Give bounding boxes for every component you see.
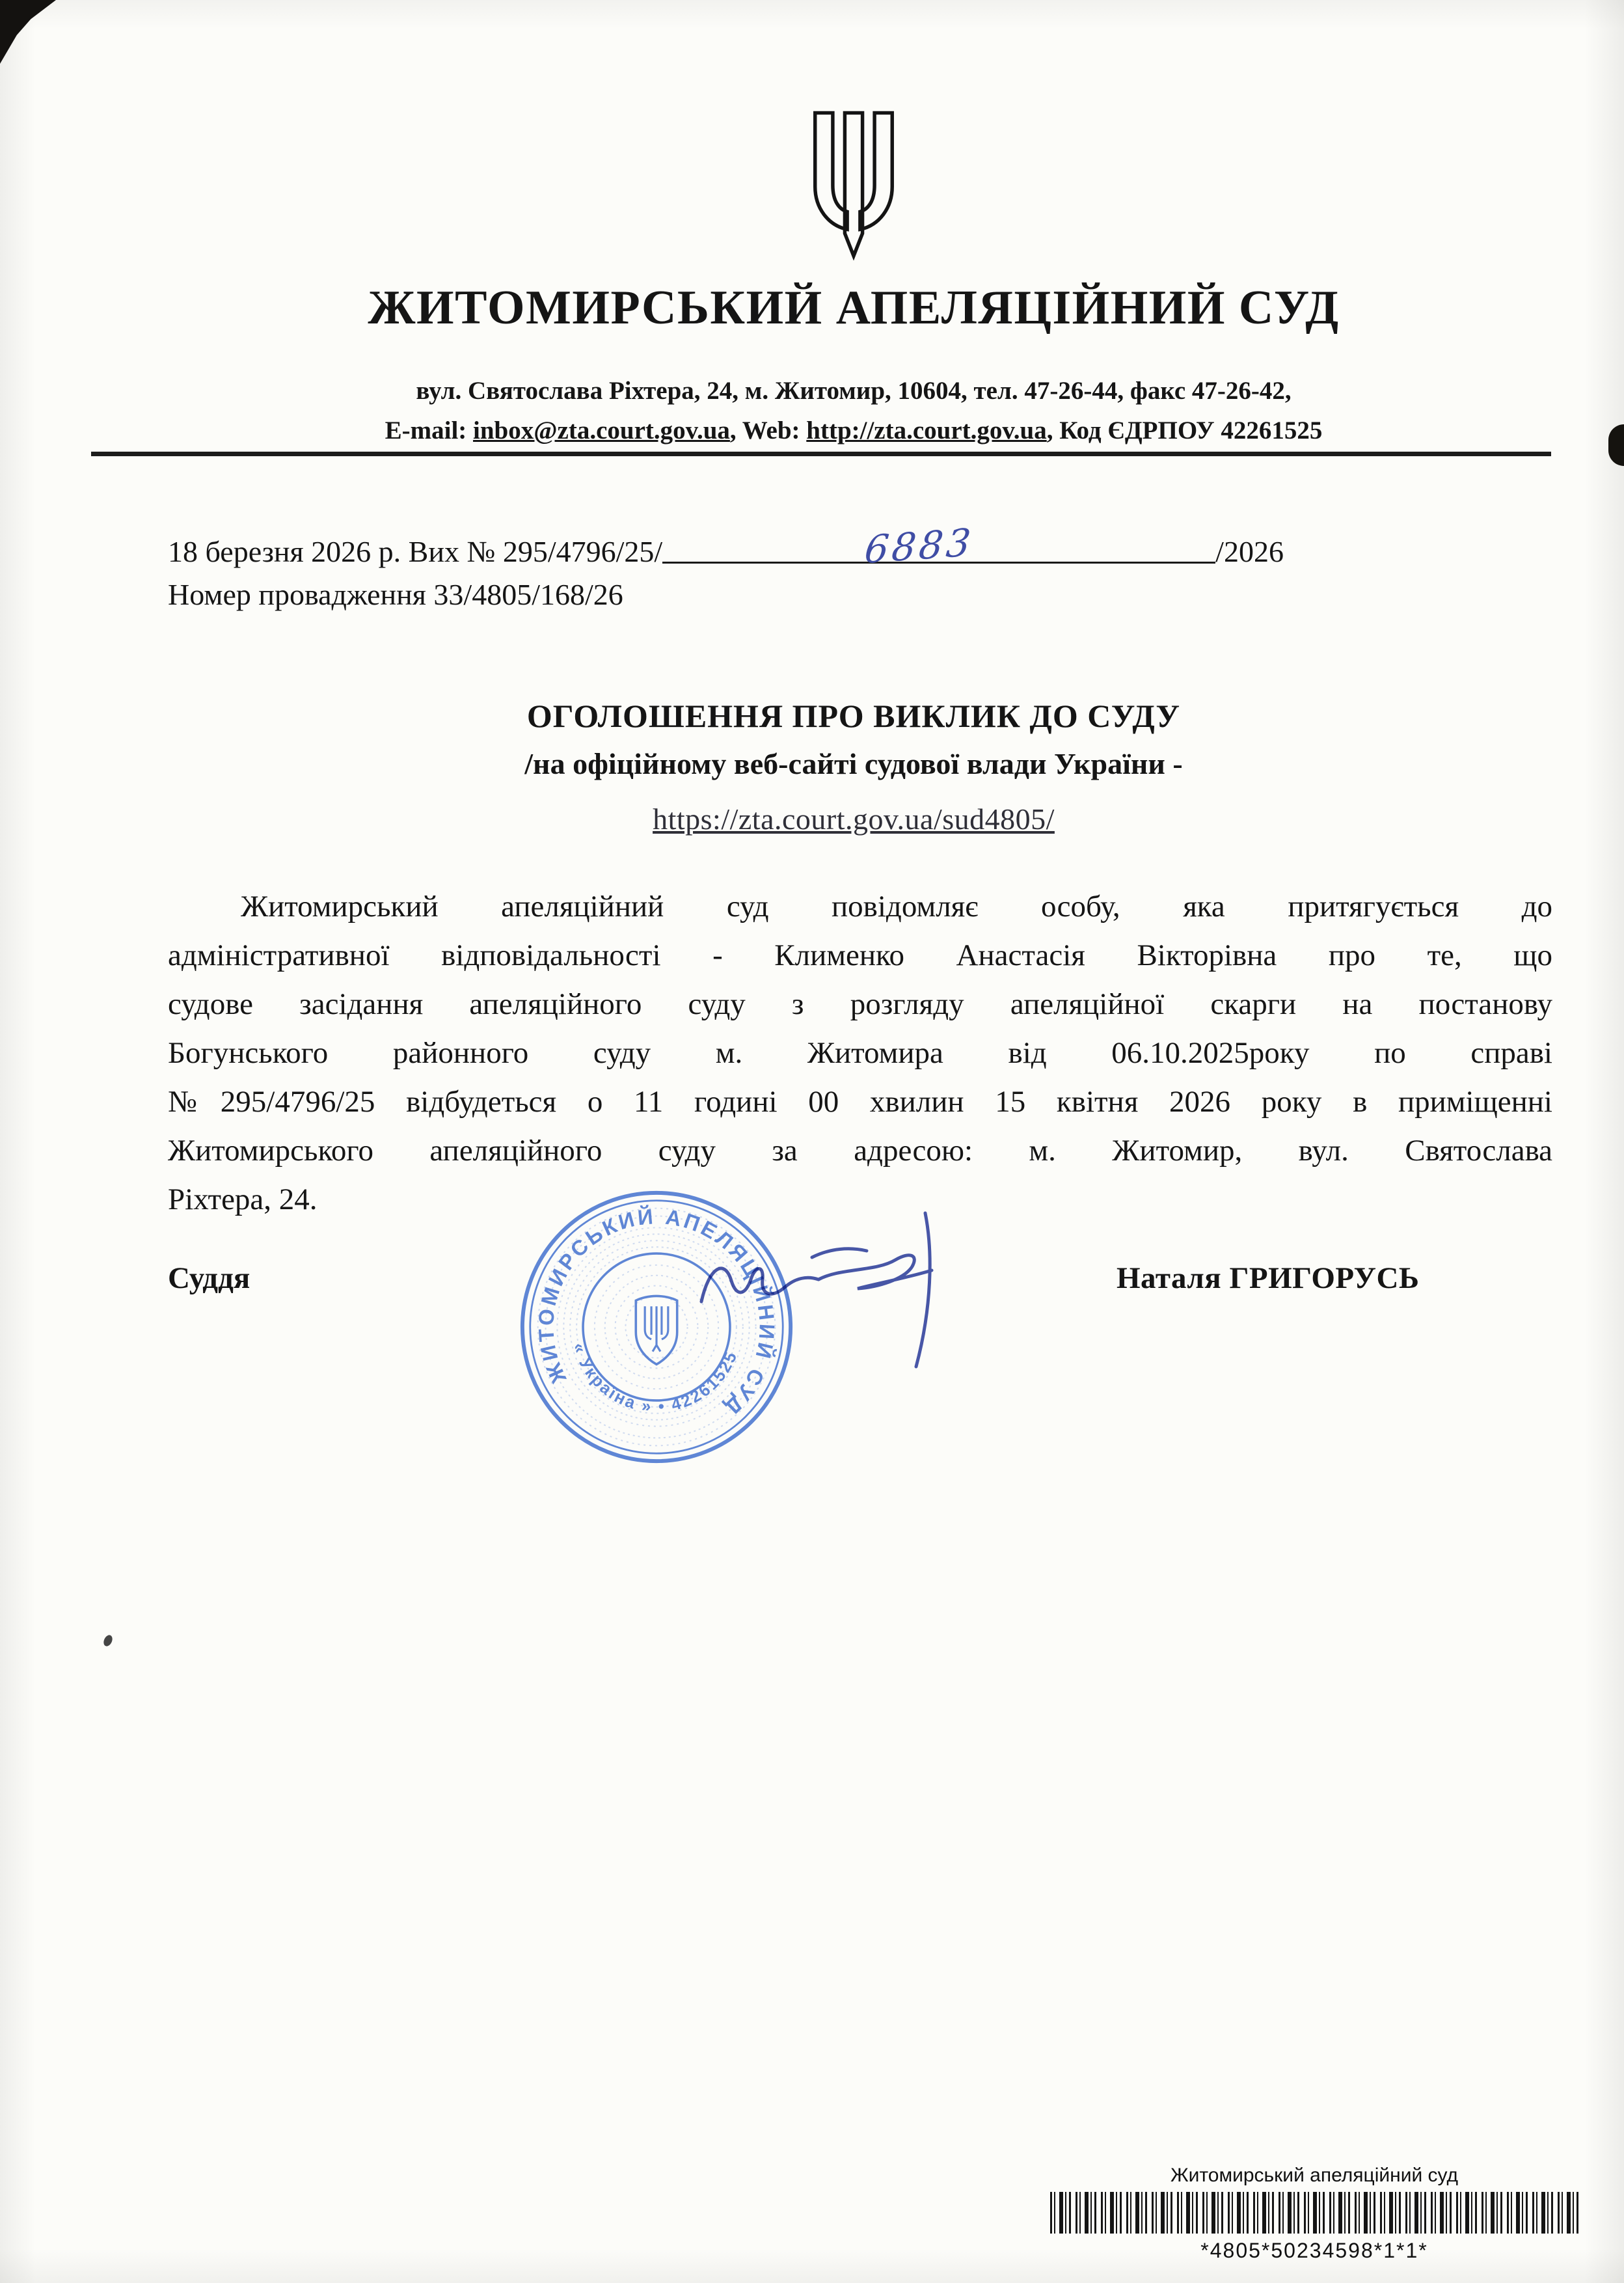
- body-line: судове засідання апеляційного суду з розгляду апеляційної скарги на постанову: [168, 987, 1552, 1021]
- judge-label: Суддя: [168, 1261, 250, 1295]
- outgoing-number-line: [168, 519, 1284, 573]
- body-paragraph: [168, 882, 1552, 1224]
- announcement-url-line: [83, 802, 1624, 836]
- barcode-block: [1049, 2165, 1580, 2263]
- reference-block: [168, 519, 1284, 616]
- judge-name: Наталя ГРИГОРУСЬ: [1116, 1261, 1420, 1295]
- email-link: inbox@zta.court.gov.ua: [473, 417, 730, 444]
- barcode: [1050, 2192, 1578, 2234]
- judge-signature-scribble: [677, 1197, 1028, 1393]
- proceeding-number-line: Номер провадження 33/4805/168/26: [168, 578, 623, 611]
- scan-artifact-corner: [0, 0, 56, 64]
- seal-bottom-text: « Україна » • 42261525: [569, 1341, 742, 1416]
- web-link: http://zta.court.gov.ua: [806, 417, 1047, 444]
- contacts-line: [83, 411, 1624, 450]
- court-website-link: https://zta.court.gov.ua/sud4805/: [653, 802, 1055, 836]
- edrpou-code: Код ЄДРПОУ 42261525: [1059, 417, 1323, 444]
- web-label: Web:: [742, 417, 800, 444]
- coat-of-arms: [83, 108, 1624, 272]
- body-line: адміністративної відповідальності - Клименко Анастасія Вікторівна про те, що: [168, 938, 1552, 972]
- header-divider-rule: [91, 452, 1551, 456]
- outgoing-number-blank: [662, 519, 1215, 573]
- body-line: Богунського районного суду м. Житомира від 06.10.2025року по справі: [168, 1036, 1552, 1070]
- body-line: Ріхтера, 24.: [168, 1183, 318, 1216]
- separator: ,: [729, 417, 737, 444]
- scan-artifact-speck: [102, 1634, 114, 1647]
- seal-ring-text: ЖИТОМИРСЬКИЙ АПЕЛЯЦІЙНИЙ СУД: [533, 1203, 780, 1421]
- outgoing-prefix: 18 березня 2026 р. Вих № 295/4796/25/: [168, 535, 663, 568]
- barcode-label: Житомирський апеляційний суд: [1170, 2165, 1459, 2186]
- address-line: вул. Святослава Ріхтера, 24, м. Житомир, 10604, тел. 47-26-44, факс 47-26-42,: [416, 377, 1292, 405]
- body-line: Житомирського апеляційного суду за адресою: м. Житомир, вул. Святослава: [168, 1134, 1552, 1168]
- seal-tryzub-icon: [645, 1306, 668, 1351]
- announcement-subtitle: /на офіційному веб-сайті судової влади України -: [524, 747, 1183, 780]
- email-label: E-mail:: [385, 417, 467, 444]
- tryzub-icon: [802, 108, 905, 269]
- body-line: Житомирський апеляційний суд повідомляє особу, яка притягується до: [241, 890, 1552, 923]
- handwritten-number: 6883: [862, 519, 977, 573]
- page-title-court-name: ЖИТОМИРСЬКИЙ АПЕЛЯЦІЙНИЙ СУД: [368, 281, 1340, 335]
- separator: ,: [1046, 417, 1053, 444]
- announcement-title: ОГОЛОШЕННЯ ПРО ВИКЛИК ДО СУДУ: [526, 698, 1181, 734]
- outgoing-suffix: /2026: [1215, 535, 1284, 568]
- barcode-value: *4805*50234598*1*1*: [1200, 2239, 1428, 2262]
- body-line: №295/4796/25 відбудеться о 11 годині 00 хвилин 15 квітня 2026 року в приміщенні: [168, 1085, 1552, 1119]
- court-address-block: [83, 371, 1624, 450]
